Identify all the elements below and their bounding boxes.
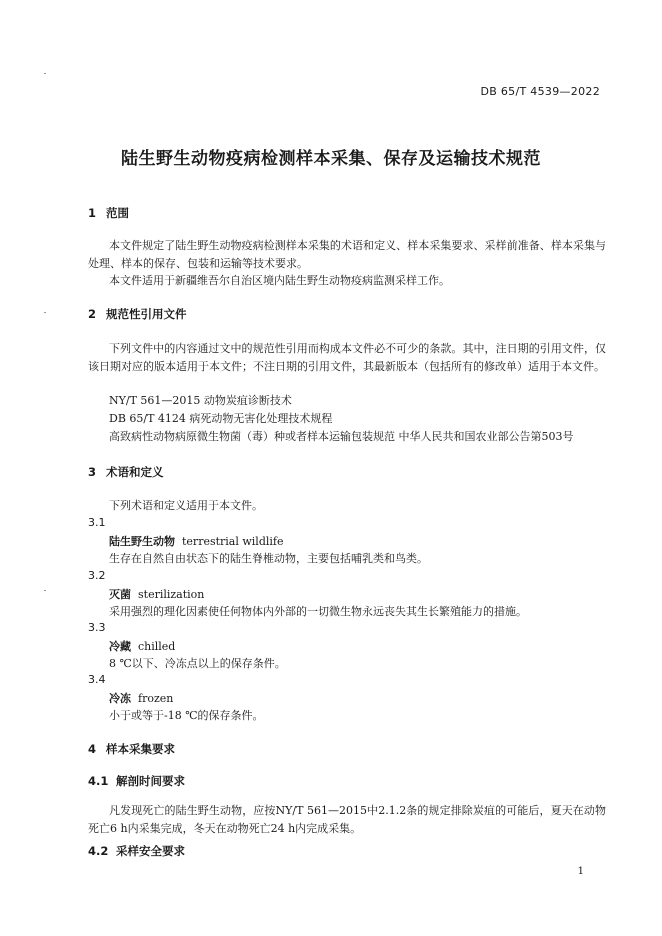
term-number: 3.4 <box>88 673 106 686</box>
term-heading <box>109 690 173 706</box>
term-number: 3.2 <box>88 569 106 582</box>
section-number: 4 <box>88 742 97 756</box>
subsection-4-1-paragraph: 凡发现死亡的陆生野生动物，应按NY/T 561—2015中2.1.2条的规定排除炭疽的可能后，夏天在动物死亡6 h内采集完成，冬天在动物死亡24 h内完成采集。 <box>88 804 606 835</box>
scan-mark <box>44 312 46 313</box>
section-1-paragraph-2: 本文件适用于新疆维吾尔自治区境内陆生野生动物疫病监测采样工作。 <box>109 274 450 287</box>
subsection-number: 4.1 <box>88 774 109 788</box>
term-heading <box>109 638 175 654</box>
section-number: 2 <box>88 307 97 321</box>
term-cn: 冷冻 <box>109 692 131 705</box>
section-3-intro: 下列术语和定义适用于本文件。 <box>109 499 263 512</box>
subsection-title: 采样安全要求 <box>116 844 185 858</box>
section-title: 样本采集要求 <box>106 742 175 756</box>
subsection-4-2-heading <box>88 843 185 859</box>
term-number: 3.1 <box>88 516 106 529</box>
scan-mark <box>44 590 46 591</box>
term-en: terrestrial wildlife <box>182 535 284 548</box>
section-2-heading <box>88 306 187 322</box>
term-definition: 生存在自然自由状态下的陆生脊椎动物，主要包括哺乳类和鸟类。 <box>109 552 428 565</box>
term-en: chilled <box>138 640 176 653</box>
reference-item: NY/T 561—2015 动物炭疽诊断技术 <box>109 394 292 407</box>
document-code: DB 65/T 4539—2022 <box>480 85 600 98</box>
subsection-number: 4.2 <box>88 844 109 858</box>
reference-item: 高致病性动物病原微生物菌（毒）种或者样本运输包装规范 中华人民共和国农业部公告第503号 <box>109 430 574 443</box>
term-cn: 陆生野生动物 <box>109 535 175 548</box>
term-heading <box>109 533 283 549</box>
term-definition: 采用强烈的理化因素使任何物体内外部的一切微生物永远丧失其生长繁殖能力的措施。 <box>109 605 527 618</box>
term-cn: 灭菌 <box>109 588 131 601</box>
term-cn: 冷藏 <box>109 640 131 653</box>
page-number: 1 <box>577 866 584 877</box>
section-title: 术语和定义 <box>106 465 164 479</box>
document-title: 陆生野生动物疫病检测样本采集、保存及运输技术规范 <box>121 149 541 169</box>
reference-item: DB 65/T 4124 病死动物无害化处理技术规程 <box>109 412 333 425</box>
subsection-4-1-heading <box>88 773 185 789</box>
section-number: 3 <box>88 465 97 479</box>
section-3-heading <box>88 464 164 480</box>
section-2-paragraph-1: 下列文件中的内容通过文中的规范性引用而构成本文件必不可少的条款。其中，注日期的引用文件，仅该日期对应的版本适用于本文件；不注日期的引用文件，其最新版本（包括所有的修改单）适用于本文件。 <box>88 342 606 373</box>
section-1-heading <box>88 205 129 221</box>
term-definition: 8 ℃以下、冷冻点以上的保存条件。 <box>109 657 286 670</box>
section-title: 规范性引用文件 <box>106 307 187 321</box>
term-en: frozen <box>138 692 174 705</box>
section-4-heading <box>88 741 175 757</box>
term-en: sterilization <box>138 588 205 601</box>
section-number: 1 <box>88 206 97 220</box>
term-number: 3.3 <box>88 621 106 634</box>
term-definition: 小于或等于-18 ℃的保存条件。 <box>109 709 264 722</box>
section-title: 范围 <box>106 206 129 220</box>
scan-mark <box>44 73 46 74</box>
term-heading <box>109 586 204 602</box>
section-1-paragraph-1: 本文件规定了陆生野生动物疫病检测样本采集的术语和定义、样本采集要求、采样前准备、样本采集与处理、样本的保存、包装和运输等技术要求。 <box>88 239 606 270</box>
subsection-title: 解剖时间要求 <box>116 774 185 788</box>
